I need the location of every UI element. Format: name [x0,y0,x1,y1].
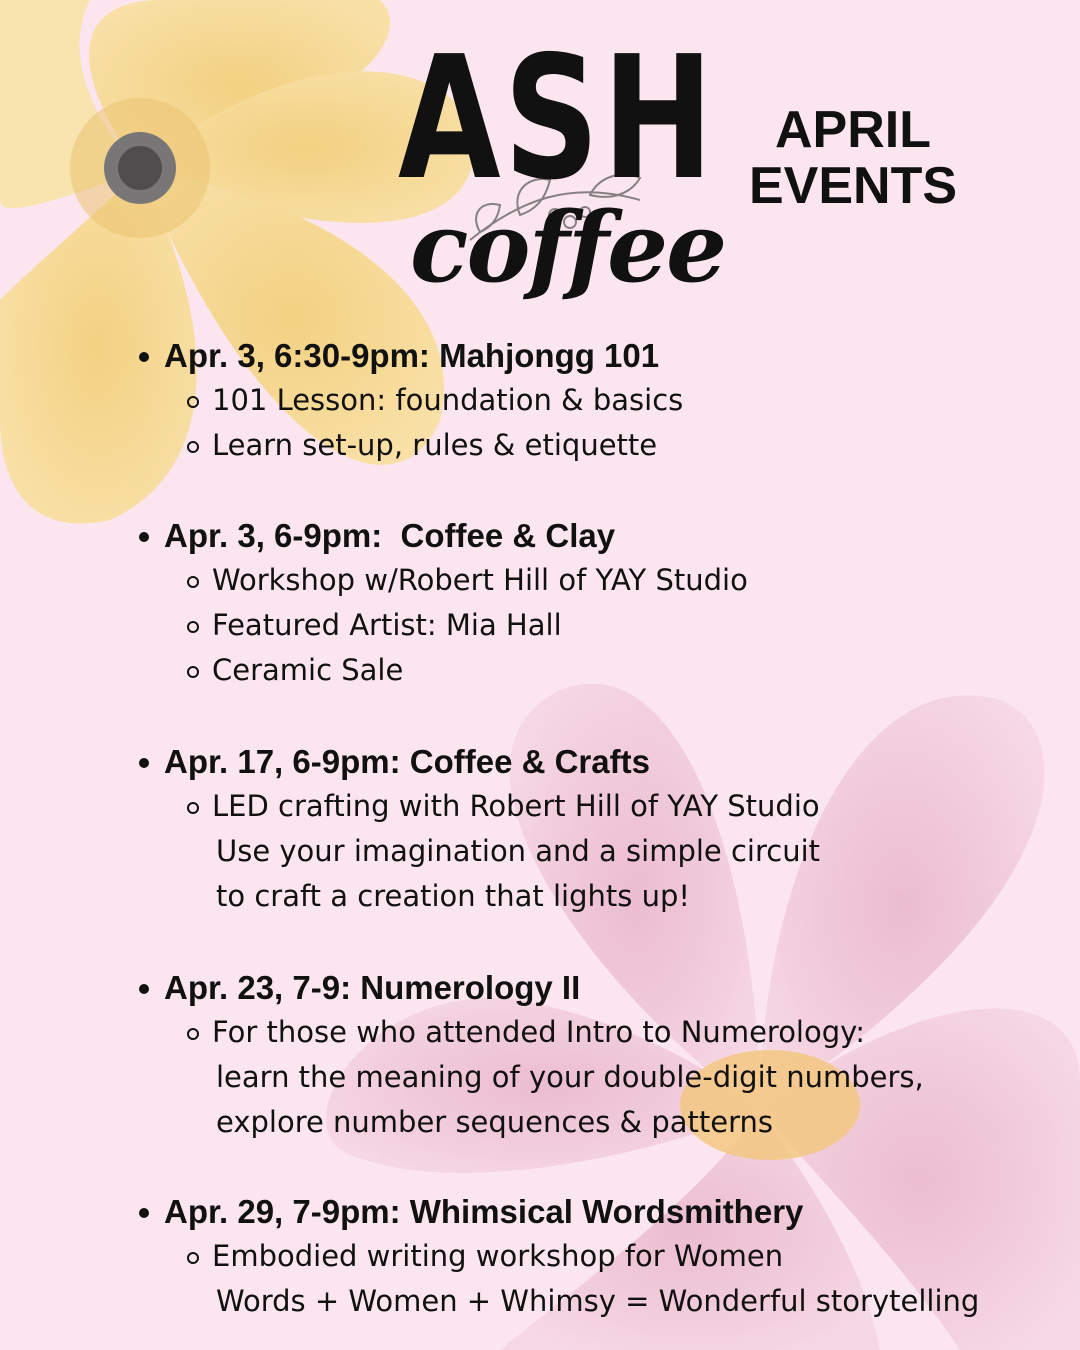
ring-bullet-icon [187,1252,199,1264]
event-title [136,1190,1036,1234]
bullet-icon [139,984,149,994]
heading-line-2: EVENTS [748,157,958,215]
event-item [136,966,1036,1145]
event-detail [136,378,1036,423]
event-detail [136,603,1036,648]
event-detail-text: Ceramic Sale [212,653,404,687]
event-detail-text: Embodied writing workshop for Women [212,1239,784,1273]
event-title [136,514,1036,558]
event-detail-text: For those who attended Intro to Numerology: [212,1015,865,1049]
event-detail-text: Learn set-up, rules & etiquette [212,428,658,462]
event-title-text: Apr. 29, 7-9pm: Whimsical Wordsmithery [164,1193,804,1230]
event-title [136,966,1036,1010]
logo-coffee: coffee [410,191,726,304]
event-detail [136,648,1036,693]
event-detail-text: LED crafting with Robert Hill of YAY Studio [212,789,820,823]
event-detail-continuation: explore number sequences & patterns [216,1105,774,1139]
event-detail-continuation: Words + Women + Whimsy = Wonderful storytelling [216,1284,980,1318]
event-detail-text: 101 Lesson: foundation & basics [212,383,684,417]
bullet-icon [139,532,149,542]
event-item [136,740,1036,919]
event-title-text: Apr. 3, 6:30-9pm: Mahjongg 101 [164,337,660,374]
event-detail [136,558,1036,603]
event-title-text: Apr. 17, 6-9pm: Coffee & Crafts [164,743,650,780]
ring-bullet-icon [187,396,199,408]
bullet-icon [139,1208,149,1218]
ring-bullet-icon [187,441,199,453]
bullet-icon [139,352,149,362]
event-detail [136,784,1036,829]
ring-bullet-icon [187,576,199,588]
event-detail-continuation: learn the meaning of your double-digit numbers, [216,1060,924,1094]
event-title [136,740,1036,784]
event-item [136,514,1036,693]
heading-line-1: APRIL [775,101,931,159]
event-title-text: Apr. 23, 7-9: Numerology II [164,969,581,1006]
event-detail [136,1010,1036,1055]
ring-bullet-icon [187,802,199,814]
bullet-icon [139,758,149,768]
event-item [136,334,1036,468]
april-events-heading [728,102,978,214]
ring-bullet-icon [187,621,199,633]
event-detail [136,423,1036,468]
event-detail-text: Featured Artist: Mia Hall [212,608,562,642]
ring-bullet-icon [187,1028,199,1040]
event-detail-text: Workshop w/Robert Hill of YAY Studio [212,563,748,597]
logo-ash: ASH [398,20,717,218]
ring-bullet-icon [187,666,199,678]
event-detail-continuation: Use your imagination and a simple circuit [216,834,821,868]
event-title [136,334,1036,378]
event-item [136,1190,1036,1324]
event-detail-continuation: to craft a creation that lights up! [216,879,690,913]
event-title-text: Apr. 3, 6-9pm: Coffee & Clay [164,517,616,554]
event-detail [136,1234,1036,1279]
